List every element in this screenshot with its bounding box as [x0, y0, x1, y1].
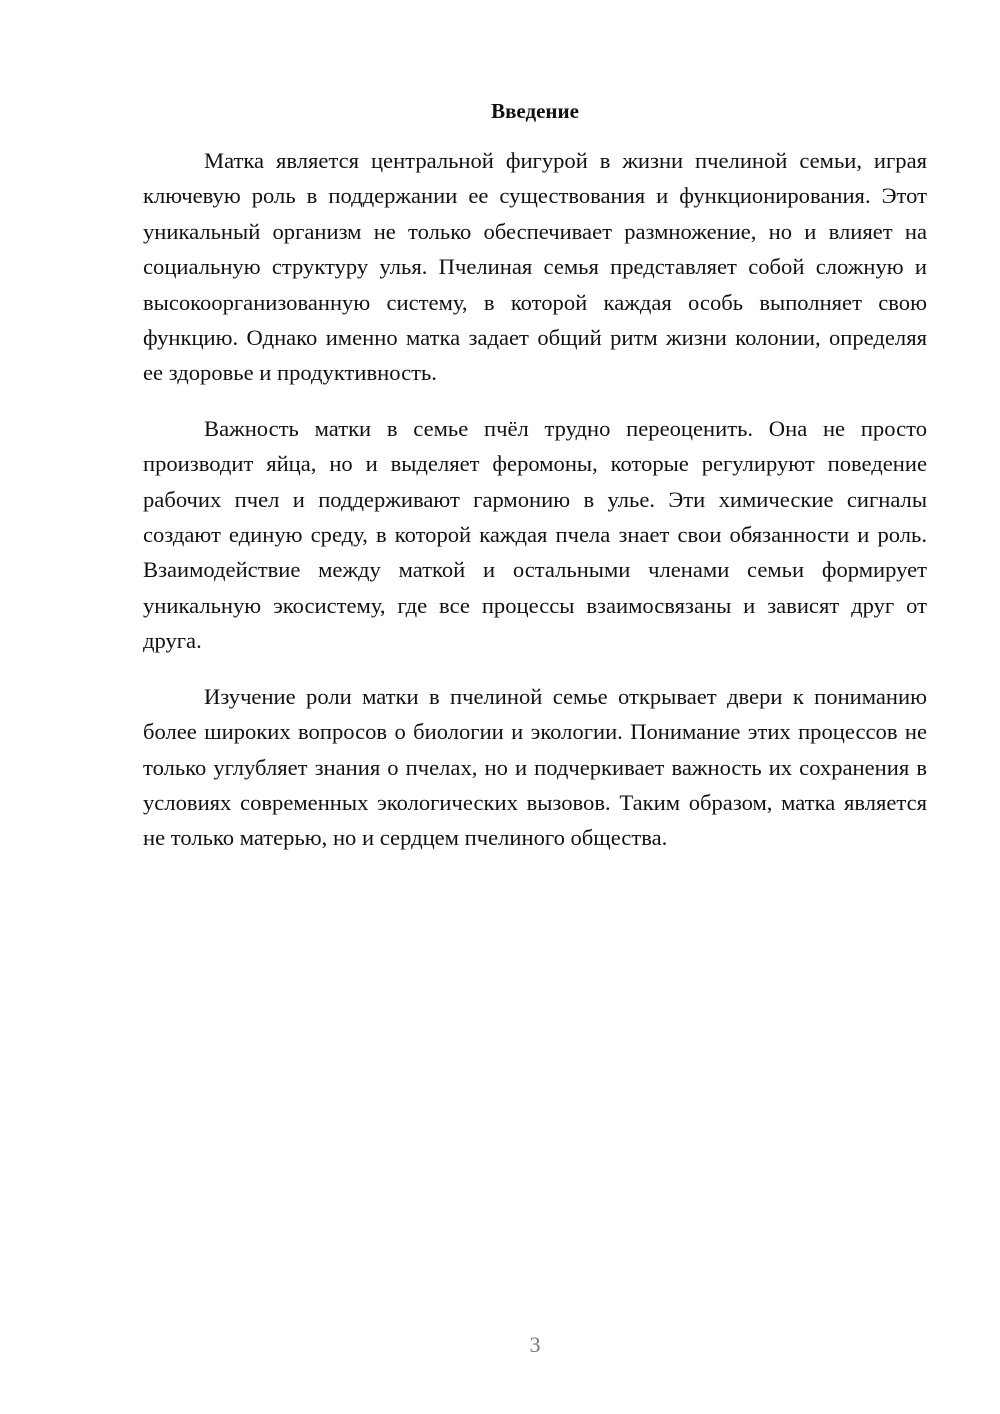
- body-text: [143, 143, 927, 876]
- page-number: 3: [529, 1332, 541, 1357]
- paragraph-1: Матка является центральной фигурой в жизни пчелиной семьи, играя ключевую роль в поддержании ее существования и функционирования. Этот уникальный организм не только обеспечивает размножение, но и влияет на социальную структуру улья. Пчелиная семья представляет собой сложную и высокоорганизованную систему, в которой каждая особь выполняет свою функцию. Однако именно матка задает общий ритм жизни колонии, определяя ее здоровье и продуктивность.: [143, 148, 927, 386]
- paragraph-3: Изучение роли матки в пчелиной семье открывает двери к пониманию более широких вопросов о биологии и экологии. Понимание этих процессов не только углубляет знания о пчелах, но и подчеркивает важность их сохранения в условиях современных экологических вызовов. Таким образом, матка является не только матерью, но и сердцем пчелиного общества.: [143, 683, 927, 851]
- paragraph-2: Важность матки в семье пчёл трудно переоценить. Она не просто производит яйца, но и выделяет феромоны, которые регулируют поведение рабочих пчел и поддерживают гармонию в улье. Эти химические сигналы создают единую среду, в которой каждая пчела знает свои обязанности и роль. Взаимодействие между маткой и остальными членами семьи формирует уникальную экосистему, где все процессы взаимосвязаны и зависят друг от друга.: [143, 415, 927, 654]
- section-title: Введение: [491, 99, 579, 123]
